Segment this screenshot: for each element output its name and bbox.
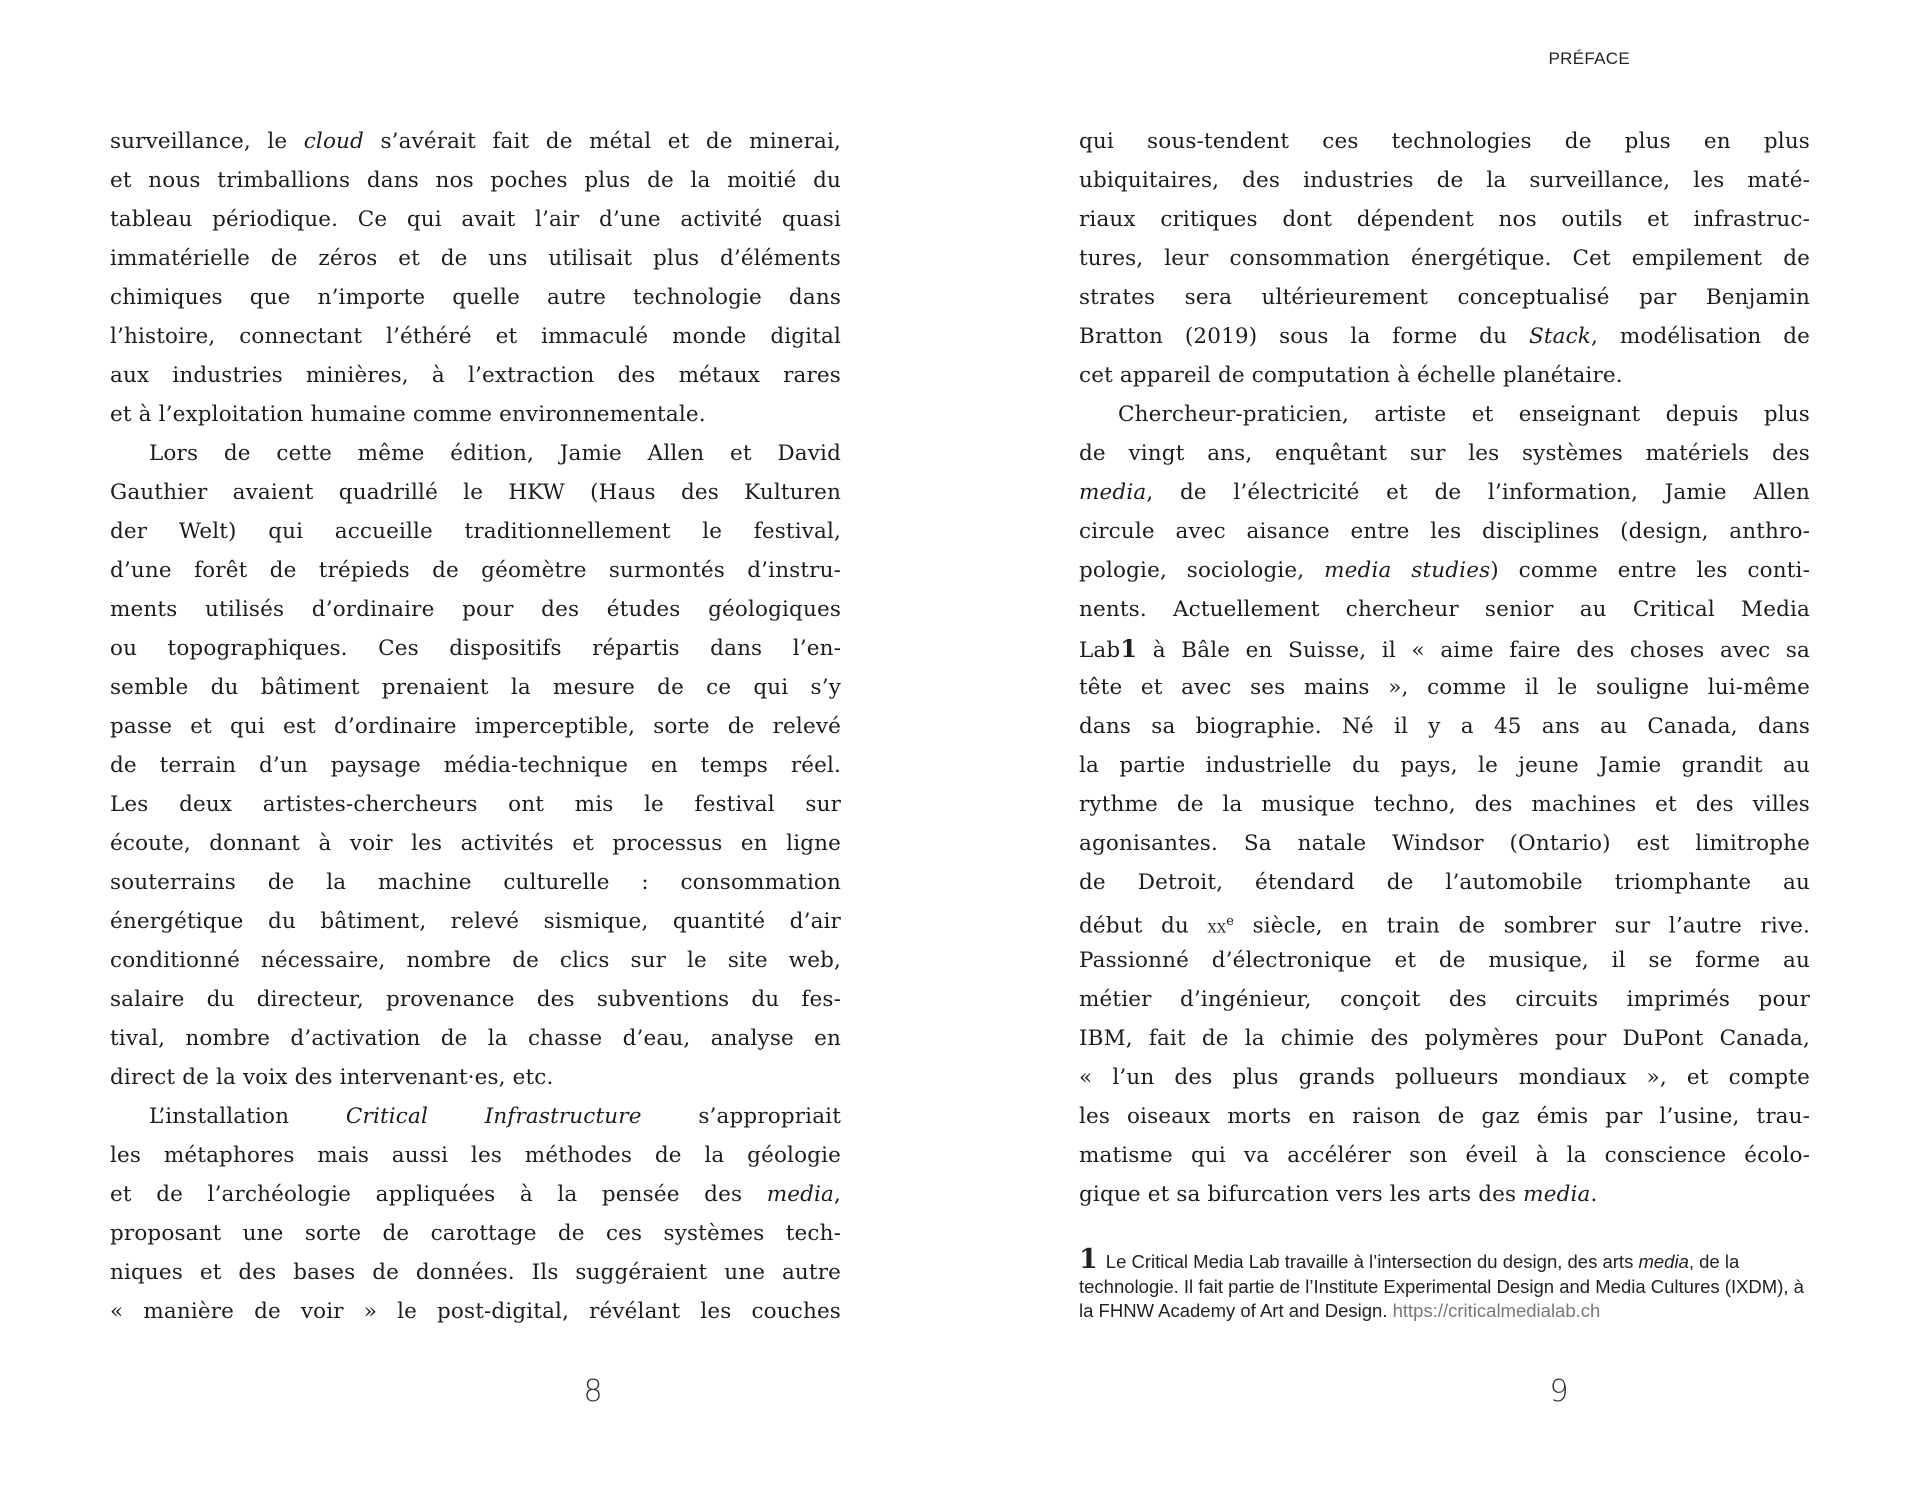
text-segment: ,: [834, 1182, 841, 1207]
text-segment: semble du bâtiment prenaient la mesure de ce qui s’y: [110, 675, 841, 700]
text-segment: « l’un des plus grands pollueurs mondiaux », et compte: [1079, 1065, 1810, 1090]
running-header: PRÉFACE: [1548, 49, 1630, 68]
text-line: [110, 785, 841, 824]
text-segment: agonisantes. Sa natale Windsor (Ontario) est limitrophe: [1079, 831, 1810, 856]
text-line: [110, 395, 841, 434]
text-line: [110, 902, 841, 941]
text-line: [1079, 356, 1810, 395]
text-segment: « manière de voir » le post-digital, révélant les couches: [110, 1299, 841, 1324]
text-segment: tival, nombre d’activation de la chasse d’eau, analyse en: [110, 1026, 841, 1051]
text-segment: début du: [1079, 913, 1208, 939]
text-segment: et nous trimballions dans nos poches plus de la moitié du: [110, 168, 841, 193]
text-line: [110, 1058, 841, 1097]
text-segment: et à l’exploitation humaine comme environnementale.: [110, 402, 706, 427]
text-segment: rythme de la musique techno, des machines et des villes: [1079, 792, 1810, 817]
text-line: [1079, 200, 1810, 239]
text-segment: ou topographiques. Ces dispositifs répartis dans l’en-: [110, 636, 841, 661]
text-segment: énergétique du bâtiment, relevé sismique, quantité d’air: [110, 909, 841, 934]
text-line: [1079, 122, 1810, 161]
text-line: [1079, 1136, 1810, 1175]
text-segment: passe et qui est d’ordinaire imperceptible, sorte de relevé: [110, 714, 841, 739]
text-segment: les métaphores mais aussi les méthodes de la géologie: [110, 1143, 841, 1168]
text-line: [110, 434, 841, 473]
footnote-reference: 1: [1120, 634, 1138, 663]
text-line: [110, 239, 841, 278]
text-line: [110, 707, 841, 746]
footnote-link[interactable]: https://criticalmedialab.ch: [1392, 1300, 1601, 1321]
text-line: [1079, 551, 1810, 590]
text-segment: ubiquitaires, des industries de la surveillance, les maté-: [1079, 168, 1810, 193]
text-line: [1079, 746, 1810, 785]
text-segment: .: [1590, 1182, 1598, 1207]
text-segment: Critical Infrastructure: [345, 1104, 642, 1129]
text-segment: Bratton (2019) sous la forme du: [1079, 324, 1529, 349]
text-segment: media studies: [1324, 558, 1491, 583]
text-line: [110, 278, 841, 317]
text-segment: tures, leur consommation énergétique. Cet empilement de: [1079, 246, 1810, 271]
text-segment: tableau périodique. Ce qui avait l’air d’une activité quasi: [110, 207, 841, 232]
text-line: [110, 746, 841, 785]
text-segment: riaux critiques dont dépendent nos outils et infrastruc-: [1079, 207, 1810, 232]
text-segment: proposant une sorte de carottage de ces systèmes tech-: [110, 1221, 841, 1246]
text-segment: nents. Actuellement chercheur senior au Critical Media: [1079, 597, 1810, 622]
text-segment: l’histoire, connectant l’éthéré et immaculé monde digital: [110, 324, 841, 349]
text-line: [1079, 863, 1810, 902]
text-segment: d’une forêt de trépieds de géomètre surmontés d’instru-: [110, 558, 841, 583]
text-segment: la partie industrielle du pays, le jeune Jamie grandit au: [1079, 753, 1810, 778]
text-segment: e: [1226, 914, 1235, 929]
right-page-text: [1079, 122, 1810, 1214]
text-segment: salaire du directeur, provenance des subventions du fes-: [110, 987, 841, 1012]
text-segment: gique et sa bifurcation vers les arts des: [1079, 1182, 1524, 1207]
text-segment: dans sa biographie. Né il y a 45 ans au Canada, dans: [1079, 714, 1810, 739]
text-segment: s’avérait fait de métal et de minerai,: [363, 129, 841, 154]
text-line: [110, 1136, 841, 1175]
text-line: [1079, 278, 1810, 317]
text-segment: media: [1523, 1182, 1591, 1207]
text-line: [1079, 1097, 1810, 1136]
footnote-text-cont: , de la technologie. Il fait partie de l’Institute Experimental Design and Media Cultures (IXDM), à la FHNW Academy of Art and Design.: [1079, 1251, 1804, 1321]
footnote-number: 1: [1079, 1244, 1098, 1275]
text-segment: souterrains de la machine culturelle : consommation: [110, 870, 841, 895]
text-line: [110, 1292, 841, 1331]
text-line: [110, 1214, 841, 1253]
footnote: [1079, 1244, 1819, 1324]
text-segment: Les deux artistes-chercheurs ont mis le festival sur: [110, 792, 841, 817]
text-line: [1079, 161, 1810, 200]
text-line: [110, 122, 841, 161]
text-line: [110, 473, 841, 512]
text-segment: cloud: [303, 129, 364, 154]
text-segment: Lab: [1079, 638, 1121, 663]
text-line: [1079, 473, 1810, 512]
text-segment: ) comme entre les conti-: [1490, 558, 1810, 583]
text-line: [110, 551, 841, 590]
text-segment: der Welt) qui accueille traditionnellement le festival,: [110, 519, 841, 544]
text-line: [110, 317, 841, 356]
text-segment: matisme qui va accélérer son éveil à la conscience écolo-: [1079, 1143, 1810, 1168]
text-line: [1079, 707, 1810, 746]
text-line: [110, 668, 841, 707]
text-line: [1079, 824, 1810, 863]
text-segment: Gauthier avaient quadrillé le HKW (Haus des Kulturen: [110, 480, 841, 505]
text-segment: , modélisation de: [1590, 324, 1810, 349]
text-segment: Stack: [1528, 324, 1591, 349]
text-line: [1079, 395, 1810, 434]
text-line: [110, 1175, 841, 1214]
text-segment: Passionné d’électronique et de musique, il se forme au: [1079, 948, 1810, 973]
text-line: [1079, 902, 1810, 941]
text-segment: pologie, sociologie,: [1079, 558, 1325, 583]
text-line: [110, 629, 841, 668]
footnote-italic: media: [1638, 1251, 1689, 1272]
text-line: [110, 200, 841, 239]
text-segment: écoute, donnant à voir les activités et processus en ligne: [110, 831, 841, 856]
text-segment: métier d’ingénieur, conçoit des circuits imprimés pour: [1079, 987, 1810, 1012]
text-segment: media: [766, 1182, 835, 1207]
text-line: [1079, 785, 1810, 824]
text-line: [110, 980, 841, 1019]
text-line: [1079, 512, 1810, 551]
text-segment: IBM, fait de la chimie des polymères pour DuPont Canada,: [1079, 1026, 1810, 1051]
text-segment: de terrain d’un paysage média-technique en temps réel.: [110, 753, 841, 778]
text-line: [110, 161, 841, 200]
text-line: [110, 1019, 841, 1058]
text-segment: immatérielle de zéros et de uns utilisait plus d’éléments: [110, 246, 841, 271]
text-line: [1079, 941, 1810, 980]
text-segment: et de l’archéologie appliquées à la pensée des: [110, 1182, 767, 1207]
text-line: [1079, 590, 1810, 629]
text-line: [110, 512, 841, 551]
text-line: [1079, 239, 1810, 278]
left-page-text: [110, 122, 841, 1331]
text-segment: xx: [1207, 916, 1227, 938]
text-line: [110, 863, 841, 902]
text-line: [110, 356, 841, 395]
text-segment: L’installation: [149, 1104, 346, 1129]
text-segment: direct de la voix des intervenant·es, etc.: [110, 1065, 554, 1090]
text-segment: ments utilisés d’ordinaire pour des études géologiques: [110, 597, 841, 622]
text-segment: niques et des bases de données. Ils suggéraient une autre: [110, 1260, 841, 1285]
text-segment: tête et avec ses mains », comme il le souligne lui-même: [1079, 675, 1810, 700]
text-segment: chimiques que n’importe quelle autre technologie dans: [110, 285, 841, 310]
text-line: [1079, 1175, 1810, 1214]
text-segment: s’appropriait: [641, 1104, 841, 1129]
text-segment: siècle, en train de sombrer sur l’autre rive.: [1234, 913, 1810, 939]
text-segment: surveillance, le: [110, 129, 304, 154]
text-segment: à Bâle en Suisse, il « aime faire des choses avec sa: [1137, 638, 1810, 663]
text-segment: Chercheur-praticien, artiste et enseignant depuis plus: [1118, 402, 1810, 427]
text-line: [1079, 668, 1810, 707]
text-segment: , de l’électricité et de l’information, Jamie Allen: [1146, 480, 1810, 505]
text-segment: circule avec aisance entre les disciplines (design, anthro-: [1079, 519, 1810, 544]
text-segment: aux industries minières, à l’extraction des métaux rares: [110, 363, 841, 388]
text-line: [110, 590, 841, 629]
text-segment: media: [1079, 480, 1147, 505]
text-line: [1079, 1019, 1810, 1058]
footnote-text: Le Critical Media Lab travaille à l’intersection du design, des arts: [1105, 1251, 1639, 1272]
text-segment: conditionné nécessaire, nombre de clics sur le site web,: [110, 948, 841, 973]
text-line: [110, 1253, 841, 1292]
text-line: [1079, 434, 1810, 473]
text-line: [110, 941, 841, 980]
text-line: [110, 824, 841, 863]
text-segment: Lors de cette même édition, Jamie Allen et David: [149, 441, 841, 466]
text-segment: strates sera ultérieurement conceptualisé par Benjamin: [1079, 285, 1810, 310]
text-line: [1079, 980, 1810, 1019]
text-segment: qui sous-tendent ces technologies de plus en plus: [1079, 129, 1810, 154]
text-line: [1079, 629, 1810, 668]
text-line: [110, 1097, 841, 1136]
text-line: [1079, 317, 1810, 356]
page-number-right: 9: [1549, 1374, 1569, 1409]
text-line: [1079, 1058, 1810, 1097]
text-segment: cet appareil de computation à échelle planétaire.: [1079, 363, 1623, 388]
text-segment: de vingt ans, enquêtant sur les systèmes matériels des: [1079, 441, 1810, 466]
page-number-left: 8: [583, 1374, 603, 1409]
text-segment: de Detroit, étendard de l’automobile triomphante au: [1079, 870, 1810, 895]
text-segment: les oiseaux morts en raison de gaz émis par l’usine, trau-: [1079, 1104, 1810, 1129]
